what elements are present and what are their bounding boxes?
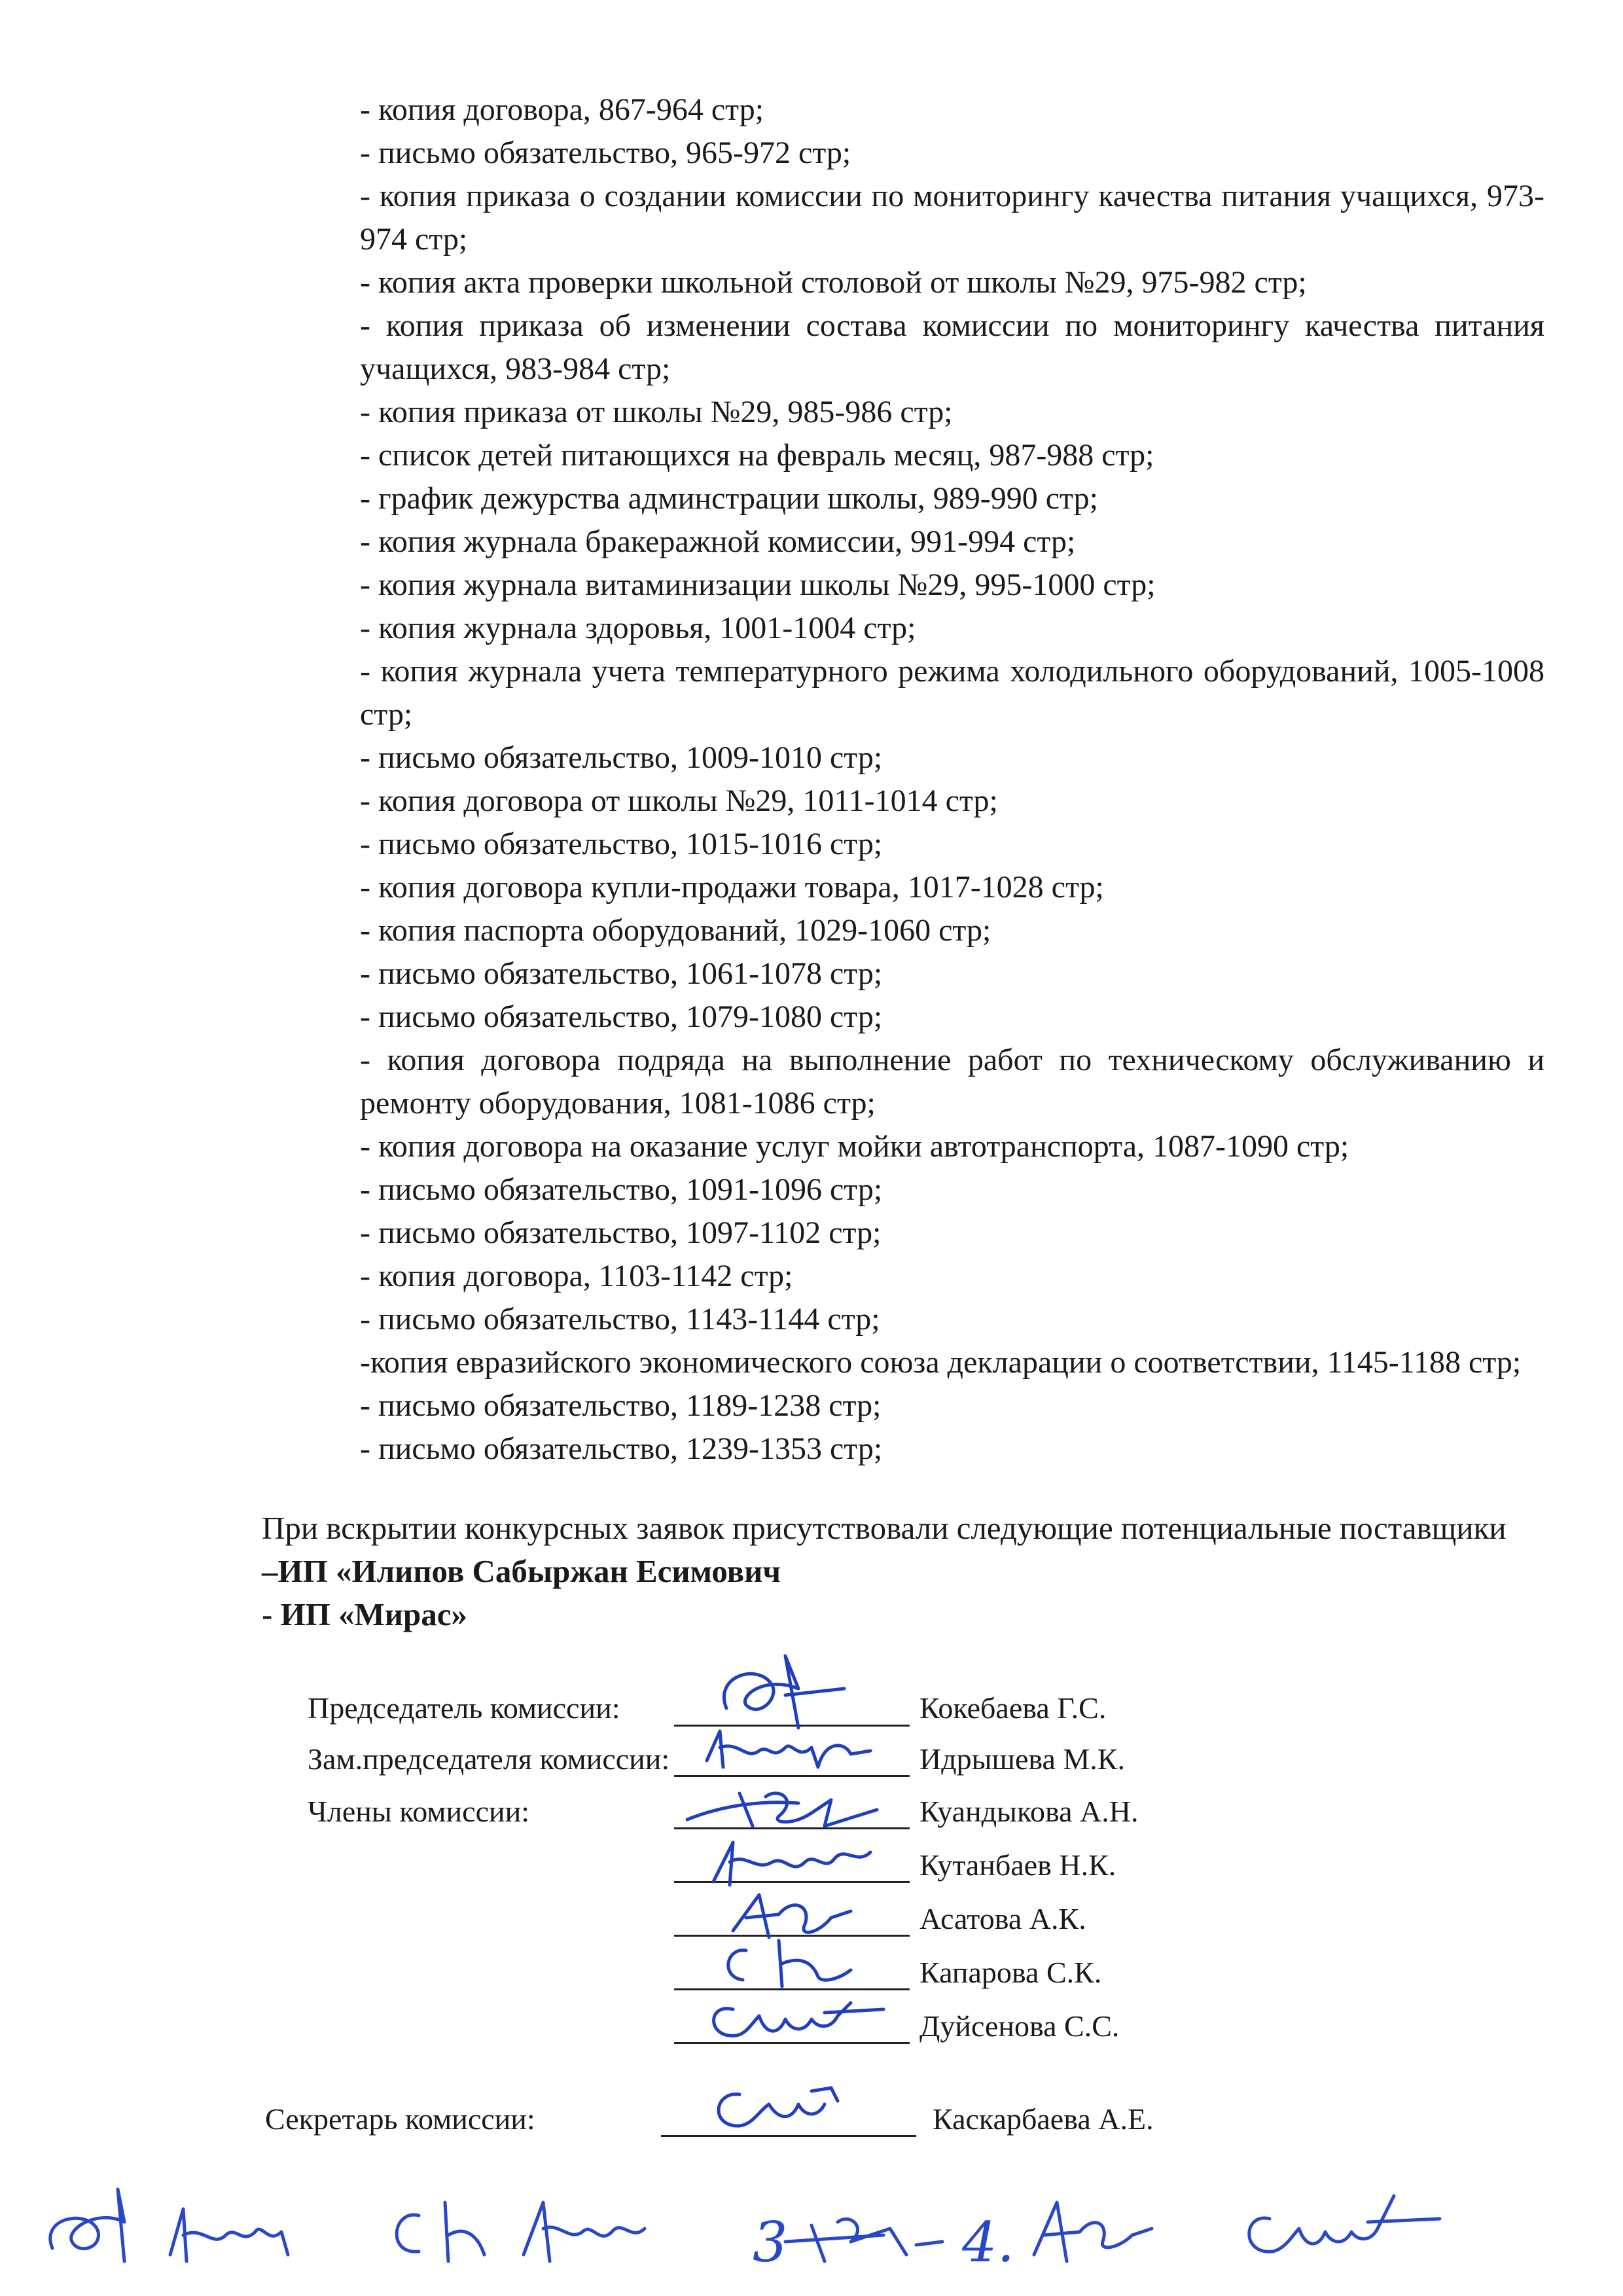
footer-initials-signatures [26,2170,1597,2287]
member-name: Дуйсенова С.С. [919,2009,1120,2043]
list-item: - список детей питающихся на февраль месяц, 987-988 стр; [360,438,1154,473]
list-item: - письмо обязательство, 1079-1080 стр; [360,999,883,1034]
member-signature [681,1780,890,1833]
secretary-name: Каскарбаева А.Е. [933,2102,1154,2136]
list-item: - копия договора, 867-964 стр; [360,92,764,127]
list-item: - копия приказа от школы №29, 985-986 стр; [360,395,953,429]
enclosed-documents-list [360,88,1544,1471]
footer-mark-3: 3 [753,2210,788,2274]
bidder-name: - ИП «Мирас» [262,1596,468,1632]
member-name: Капарова С.К. [919,1956,1102,1989]
list-item: - копия приказа о создании комиссии по мониторингу качества питания учащихся, 973-974 стр; [360,179,1544,257]
chair-label: Председатель комиссии: [308,1691,620,1725]
list-item: - график дежурства админстрации школы, 989-990 стр; [360,481,1098,516]
list-item: - копия договора купли-продажи товара, 1017-1028 стр; [360,870,1104,905]
list-item: - письмо обязательство, 1097-1102 стр; [360,1215,882,1250]
list-item: - письмо обязательство, 1143-1144 стр; [360,1302,880,1336]
member-name: Куандыкова А.Н. [919,1795,1139,1828]
list-item: - письмо обязательство, 1239-1353 стр; [360,1431,883,1466]
list-item: -копия евразийского экономического союза декларации о соответствии, 1145-1188 стр; [360,1345,1522,1380]
member-signature [707,1931,877,1996]
list-item: - письмо обязательство, 1189-1238 стр; [360,1388,882,1423]
list-item: - письмо обязательство, 1009-1010 стр; [360,740,883,775]
deputy-signature [694,1721,890,1780]
list-item: - письмо обязательство, 1091-1096 стр; [360,1172,883,1207]
list-item: - копия журнала здоровья, 1001-1004 стр; [360,611,916,645]
chair-name: Кокебаева Г.С. [919,1691,1107,1725]
deputy-name: Идрышева М.К. [919,1742,1125,1776]
deputy-label: Зам.председателя комиссии: [308,1742,670,1776]
member-name: Кутанбаев Н.К. [919,1848,1116,1882]
member-signature [694,1833,890,1892]
list-item: - копия приказа об изменении состава комиссии по мониторингу качества питания учащихся, 983-984 стр; [360,308,1544,386]
list-item: - копия договора на оказание услуг мойки автотранспорта, 1087-1090 стр; [360,1129,1349,1164]
list-item: - копия журнала учета температурного режима холодильного оборудований, 1005-1008 стр; [360,654,1544,732]
secretary-label: Секретарь комиссии: [265,2102,535,2136]
attendance-statement: При вскрытии конкурсных заявок присутствовали следующие потенциальные поставщики [262,1510,1507,1546]
member-name: Асатова А.К. [919,1902,1086,1935]
bidder-name: –ИП «Илипов Сабыржан Есимович [262,1553,781,1589]
list-item: - копия журнала витаминизации школы №29, 995-1000 стр; [360,567,1156,602]
list-item: - копия акта проверки школьной столовой от школы №29, 975-982 стр; [360,265,1307,300]
list-item: - копия договора подряда на выполнение работ по техническому обслуживанию и ремонту оборудования, 1081-1086 стр; [360,1043,1544,1121]
list-item: - копия договора от школы №29, 1011-1014 стр; [360,783,998,818]
member-signature [694,1990,903,2049]
footer-mark-4: 4. [962,2210,1015,2274]
list-item: - копия договора, 1103-1142 стр; [360,1259,793,1293]
list-item: - письмо обязательство, 1015-1016 стр; [360,827,883,861]
secretary-signature [694,2075,890,2140]
list-item: - копия журнала бракеражной комиссии, 991-994 стр; [360,524,1076,559]
list-item: - письмо обязательство, 965-972 стр; [360,135,851,170]
list-item: - письмо обязательство, 1061-1078 стр; [360,956,883,991]
list-item: - копия паспорта оборудований, 1029-1060 стр; [360,913,991,948]
members-label: Члены комиссии: [308,1795,530,1828]
